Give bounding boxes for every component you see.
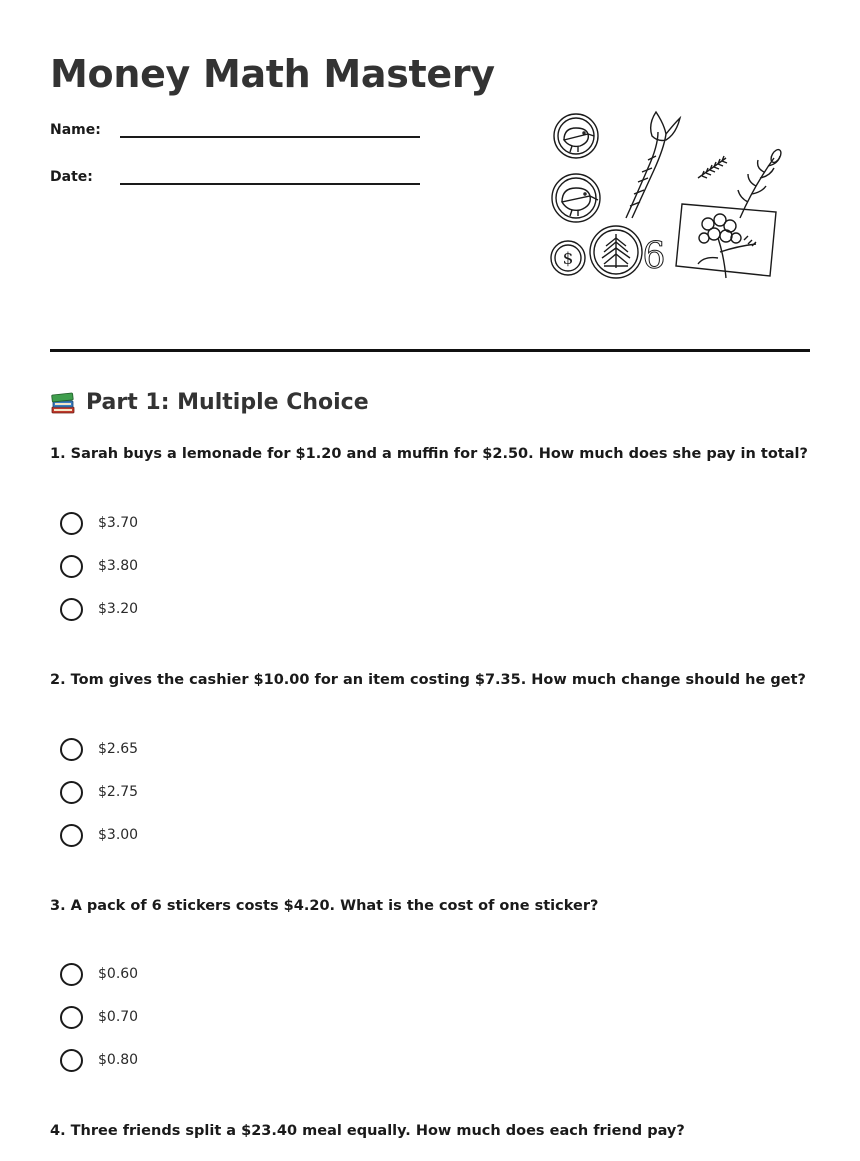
radio-button[interactable]	[60, 963, 83, 986]
answer-option[interactable]	[60, 510, 138, 536]
books-icon	[50, 390, 76, 416]
date-input-line[interactable]	[120, 183, 420, 185]
radio-button[interactable]	[60, 1006, 83, 1029]
answer-option[interactable]	[60, 1004, 138, 1030]
header-divider	[50, 349, 810, 352]
coins-illustration	[548, 106, 788, 286]
answer-option[interactable]	[60, 553, 138, 579]
answer-option[interactable]	[60, 596, 138, 622]
fern-coin-icon	[590, 226, 642, 278]
section-heading-text: Part 1: Multiple Choice	[86, 390, 369, 415]
question-text: 1. Sarah buys a lemonade for $1.20 and a muffin for $2.50. How much does she pay in total?	[50, 446, 808, 462]
radio-button[interactable]	[60, 555, 83, 578]
answer-option[interactable]	[60, 1047, 138, 1073]
answer-option[interactable]	[60, 779, 138, 805]
section-heading	[50, 388, 369, 418]
answer-option[interactable]	[60, 822, 138, 848]
option-label: $2.75	[98, 784, 139, 800]
question-3	[50, 896, 810, 1068]
question-1	[50, 444, 810, 617]
flax-plant-icon	[626, 112, 680, 218]
option-label: $0.80	[98, 1052, 139, 1068]
name-input-line[interactable]	[120, 136, 420, 138]
date-label: Date:	[50, 169, 93, 185]
radio-button[interactable]	[60, 512, 83, 535]
radio-button[interactable]	[60, 738, 83, 761]
coin-numeral: 6	[642, 236, 666, 277]
question-text: 4. Three friends split a $23.40 meal equally. How much does each friend pay?	[50, 1123, 685, 1139]
name-label: Name:	[50, 122, 101, 138]
option-label: $3.20	[98, 601, 139, 617]
radio-button[interactable]	[60, 1049, 83, 1072]
option-label: $2.65	[98, 741, 139, 757]
question-text: 3. A pack of 6 stickers costs $4.20. What is the cost of one sticker?	[50, 898, 599, 914]
banknote-tree-icon	[676, 204, 776, 278]
name-field[interactable]	[50, 122, 430, 152]
option-label: $0.60	[98, 966, 139, 982]
question-4	[50, 1121, 810, 1141]
page-title: Money Math Mastery	[50, 52, 495, 96]
question-2	[50, 670, 810, 843]
answer-option[interactable]	[60, 961, 138, 987]
radio-button[interactable]	[60, 598, 83, 621]
question-text: 2. Tom gives the cashier $10.00 for an item costing $7.35. How much change should he get?	[50, 672, 806, 688]
kiwi-coin-2-icon	[552, 174, 600, 222]
date-field[interactable]	[50, 169, 430, 199]
radio-button[interactable]	[60, 824, 83, 847]
option-label: $3.80	[98, 558, 139, 574]
kiwi-coin-icon	[554, 114, 598, 158]
radio-button[interactable]	[60, 781, 83, 804]
option-label: $3.00	[98, 827, 139, 843]
option-label: $0.70	[98, 1009, 139, 1025]
olive-branch-icon	[738, 148, 783, 218]
answer-option[interactable]	[60, 736, 138, 762]
option-label: $3.70	[98, 515, 139, 531]
coin-dollar-symbol: $	[562, 249, 574, 269]
